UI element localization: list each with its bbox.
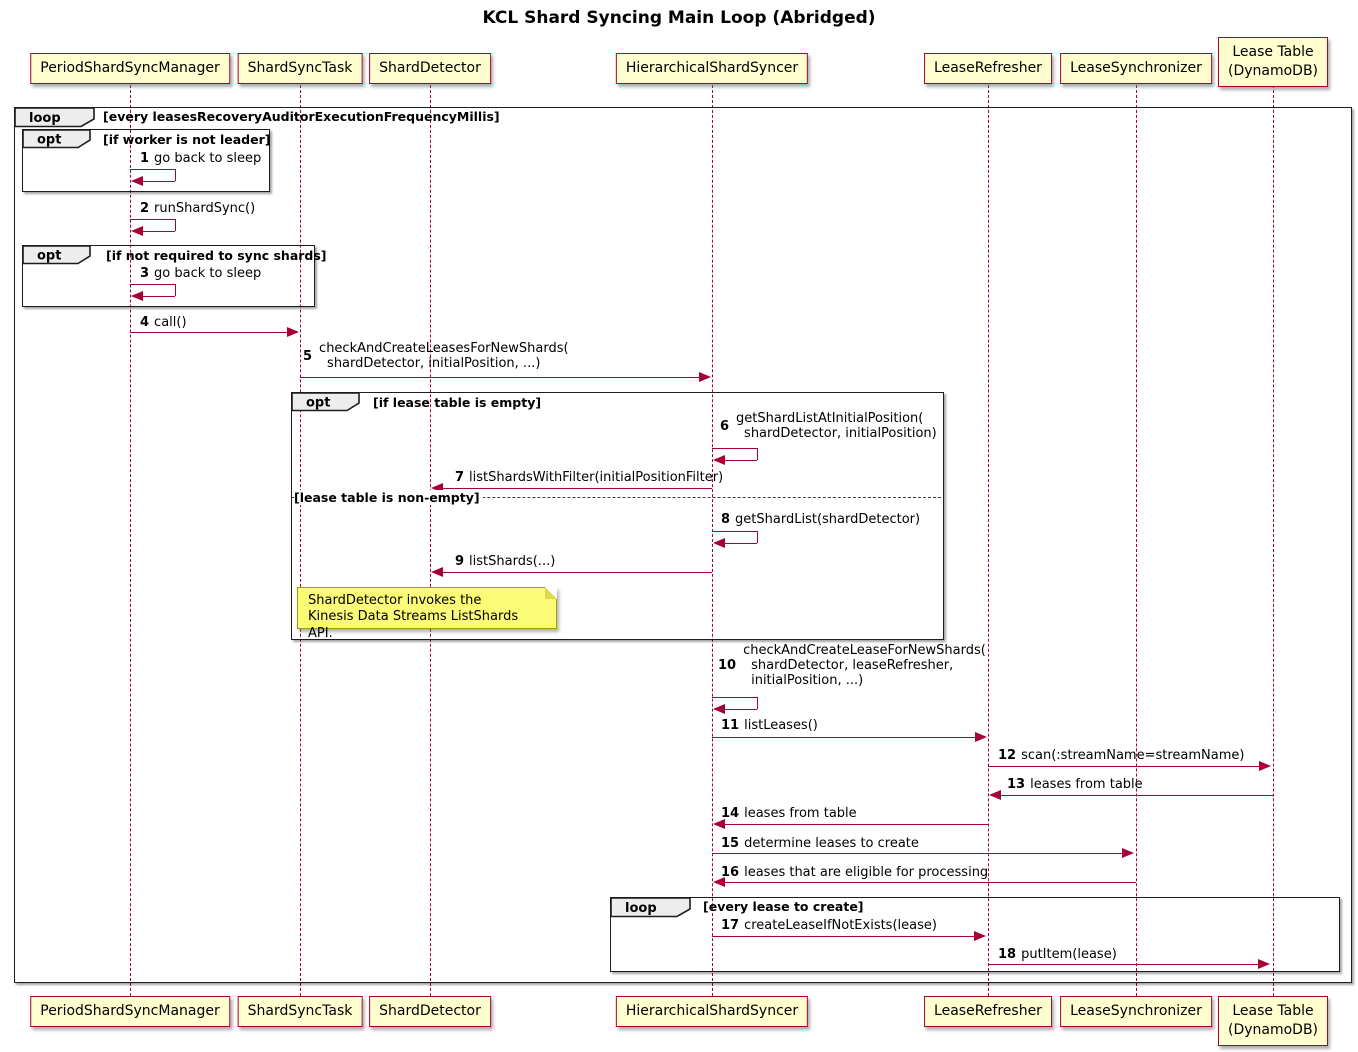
message-text: getShardList(shardDetector) [735,512,921,527]
message-text: leases that are eligible for processing [744,865,989,880]
message-13-line [1000,795,1273,796]
message-14-line [724,824,988,825]
participant-lease-synchronizer-top [1060,53,1212,84]
participant-period-shard-sync-manager-top [30,53,230,84]
message-18 [998,947,1117,962]
message-number: 13 [1007,777,1026,792]
message-2-line [130,219,175,220]
message-9 [455,554,555,569]
message-17 [721,918,937,933]
message-text: listShardsWithFilter(initialPositionFilter) [469,470,724,485]
message-text: listLeases() [744,718,818,733]
message-12-line [988,766,1260,767]
participant-lease-synchronizer-bottom [1060,996,1212,1027]
participant-label: (DynamoDB) [1227,62,1319,79]
message-2-line [142,231,175,232]
message-text: createLeaseIfNotExists(lease) [744,918,937,933]
message-7-line [442,488,712,489]
message-text: determine leases to create [744,836,919,851]
opt-sync-label-pentagon [22,245,92,265]
message-3-line [142,296,175,297]
message-6-line [712,448,757,449]
outer-loop-label: loop [29,111,61,126]
message-4 [140,315,187,330]
opt-lease-else-condition: [lease table is non-empty] [294,490,483,505]
message-1-line [175,169,176,181]
participant-shard-sync-task-bottom [238,996,363,1027]
message-4-line [130,332,288,333]
inner-loop-label-pentagon [610,897,692,918]
arrowhead [287,327,299,337]
participant-label: HierarchicalShardSyncer [625,1003,799,1019]
message-10-line [724,709,757,710]
participant-label: ShardSyncTask [247,1003,353,1019]
message-14 [721,806,857,821]
message-16-line [724,882,1136,883]
participant-lease-refresher-top [924,53,1052,84]
message-11-line [712,737,976,738]
arrowhead [431,567,443,577]
message-10-line [757,697,758,709]
arrowhead [131,291,143,301]
participant-hierarchical-shard-syncer-top [616,53,808,84]
participant-label: ShardSyncTask [247,60,353,76]
opt-lease-label-pentagon [291,392,361,412]
participant-label: HierarchicalShardSyncer [625,60,799,76]
message-text: leases from table [744,806,857,821]
message-text-line: checkAndCreateLeaseForNewShards( [743,643,986,658]
opt-worker-label-pentagon [22,129,92,149]
message-13 [1007,777,1143,792]
participant-shard-detector-bottom [369,996,491,1027]
outer-loop-condition: [every leasesRecoveryAuditorExecutionFrequencyMillis] [103,109,500,124]
participant-label: LeaseSynchronizer [1070,1003,1202,1019]
arrowhead [713,877,725,887]
message-8-line [724,543,757,544]
diagram-title: KCL Shard Syncing Main Loop (Abridged) [482,8,876,28]
message-text: go back to sleep [154,151,262,166]
participant-label: LeaseSynchronizer [1070,60,1202,76]
message-number: 16 [721,865,740,880]
message-number: 11 [721,718,740,733]
message-number: 4 [140,315,150,330]
message-text-line: shardDetector, leaseRefresher, [751,658,954,673]
participant-label: LeaseRefresher [934,1003,1042,1019]
message-number: 5 [303,348,313,364]
opt-lease-label: opt [306,395,331,411]
participant-label: PeriodShardSyncManager [40,60,220,76]
message-text-line: shardDetector, initialPosition, ...) [327,356,541,371]
arrowhead [713,538,725,548]
participant-label: Lease Table [1232,44,1314,60]
message-16 [721,865,988,880]
message-6-line [757,448,758,460]
message-15-line [712,853,1123,854]
participant-shard-detector-top [369,53,491,84]
arrowhead [989,790,1001,800]
message-text [319,341,569,371]
message-1-line [142,181,175,182]
arrowhead [1258,959,1270,969]
message-3-line [130,284,175,285]
message-8 [721,512,920,527]
message-number: 6 [720,418,730,434]
message-number: 9 [455,554,465,569]
message-text: scan(:streamName=streamName) [1021,748,1245,763]
message-number: 10 [718,658,737,673]
opt-sync-label: opt [37,248,62,264]
note-shard-detector [297,587,557,641]
message-11 [721,718,818,733]
message-12 [998,748,1244,763]
message-10 [718,643,986,688]
message-text-line: getShardListAtInitialPosition( [736,411,924,426]
message-5-line [300,377,700,378]
message-1-line [130,169,175,170]
message-5 [303,341,569,371]
participant-shard-sync-task-top [238,53,363,84]
message-8-line [757,531,758,543]
participant-label: ShardDetector [379,60,481,76]
note-text-line: Kinesis Data Streams ListShards API. [308,609,519,641]
message-text-line: checkAndCreateLeasesForNewShards( [319,341,569,356]
arrowhead [713,819,725,829]
participant-period-shard-sync-manager-bottom [30,996,230,1027]
participant-lease-refresher-bottom [924,996,1052,1027]
participant-label: Lease Table [1232,1003,1314,1019]
message-text: leases from table [1030,777,1143,792]
message-number: 14 [721,806,740,821]
inner-loop-condition: [every lease to create] [703,899,864,914]
message-6-line [724,460,757,461]
participant-label: PeriodShardSyncManager [40,1003,220,1019]
message-3-line [175,284,176,296]
opt-worker-condition: [if worker is not leader] [103,132,271,147]
arrowhead [713,704,725,714]
participant-label: LeaseRefresher [934,60,1042,76]
message-10-line [712,697,757,698]
message-3 [140,266,261,281]
participant-lease-table-bottom [1218,996,1328,1046]
message-text [743,643,986,688]
arrowhead [699,372,711,382]
message-6 [720,411,937,441]
message-number: 15 [721,836,740,851]
participant-lease-table-top [1218,37,1328,87]
message-text: listShards(...) [469,554,556,569]
message-8-line [712,531,757,532]
message-text: go back to sleep [154,266,262,281]
outer-loop-label-pentagon [14,107,96,128]
arrowhead [974,931,986,941]
inner-loop-label: loop [625,901,657,916]
message-number: 12 [998,748,1017,763]
arrowhead [975,732,987,742]
message-text: call() [154,315,187,330]
message-9-line [442,572,712,573]
message-15 [721,836,919,851]
message-2-line [175,219,176,231]
note-text-line: ShardDetector invokes the [308,593,482,608]
arrowhead [1259,761,1271,771]
message-17-line [712,936,975,937]
message-number: 17 [721,918,740,933]
message-number: 2 [140,201,150,216]
message-text-line: initialPosition, ...) [751,673,864,688]
message-number: 1 [140,151,150,166]
arrowhead [713,455,725,465]
opt-worker-label: opt [37,132,62,148]
arrowhead [131,176,143,186]
message-text: putItem(lease) [1021,947,1117,962]
opt-sync-condition: [if not required to sync shards] [106,248,327,263]
message-number: 7 [455,470,465,485]
message-text: runShardSync() [154,201,256,216]
message-text-line: shardDetector, initialPosition) [744,426,937,441]
opt-lease-condition: [if lease table is empty] [373,395,542,410]
participant-label: ShardDetector [379,1003,481,1019]
message-18-line [988,964,1259,965]
message-1 [140,151,261,166]
arrowhead [1122,848,1134,858]
message-number: 18 [998,947,1017,962]
participant-label: (DynamoDB) [1227,1021,1319,1038]
message-7 [455,470,723,485]
message-2 [140,201,255,216]
arrowhead [131,226,143,236]
message-number: 8 [721,512,731,527]
participant-hierarchical-shard-syncer-bottom [616,996,808,1027]
message-number: 3 [140,266,150,281]
message-text [736,411,937,441]
